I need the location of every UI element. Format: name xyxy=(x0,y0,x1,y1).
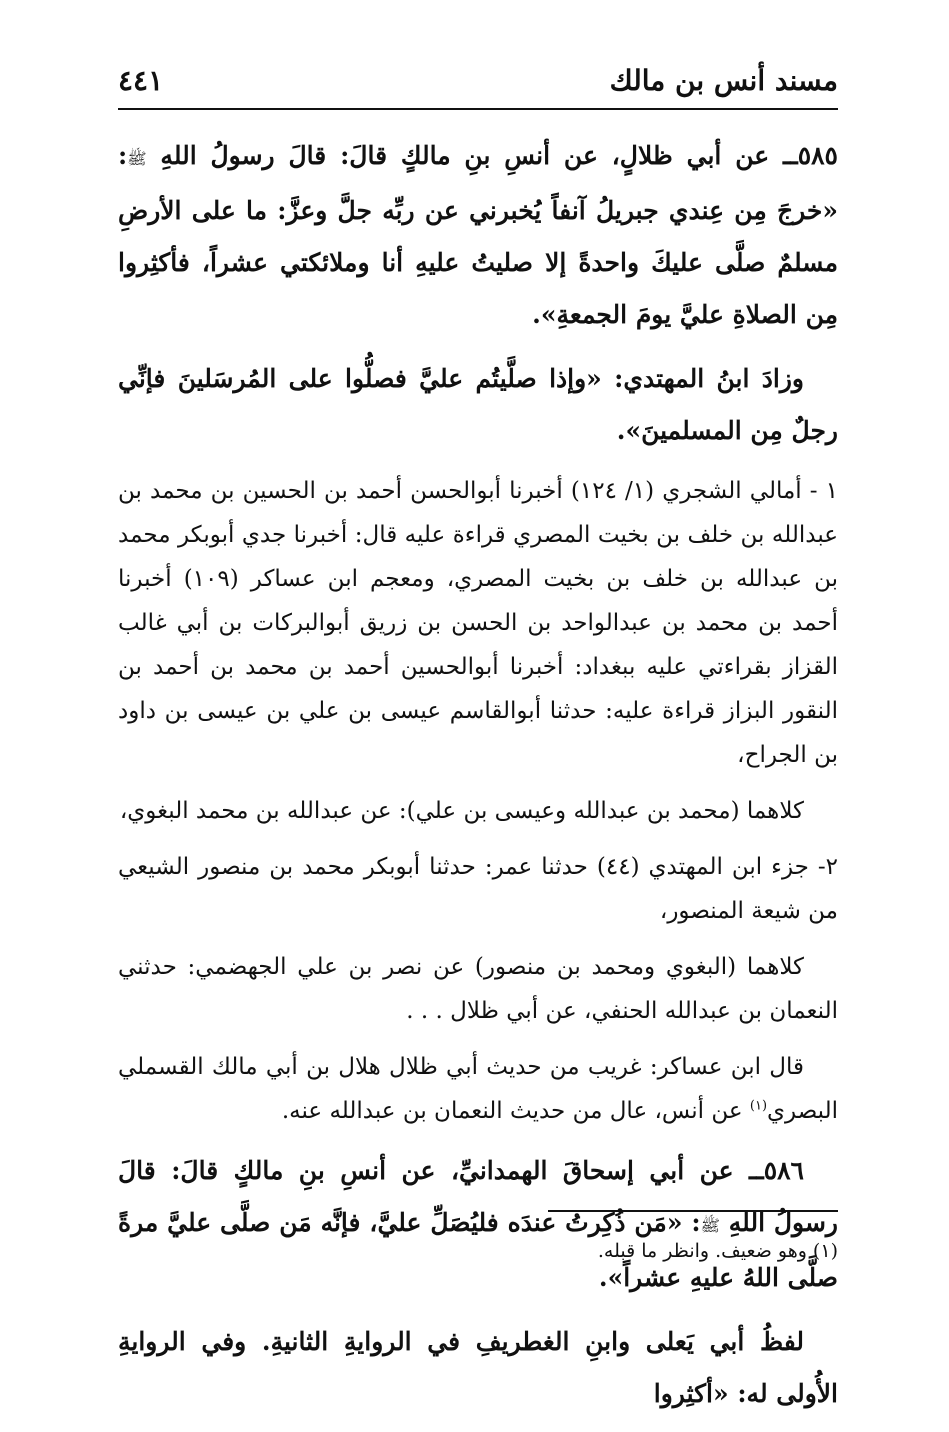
hadith-585-text-b: : «خرجَ مِن عِندي جبريلُ آنفاً يُخبرني عن ربِّه جلَّ وعزَّ: ما على الأرضِ مسلمٌ صلَّى عليكَ واحدةً إلا صليتُ عليهِ أنا وملائكتي عشراً، فأكثِروا مِن الصلاةِ عليَّ يومَ الجمعةِ». xyxy=(118,141,838,329)
hadith-585-text-a: ٥٨٥ــ عن أبي ظلالٍ، عن أنسِ بنِ مالكٍ قالَ: قالَ رسولُ اللهِ xyxy=(160,141,838,170)
ibn-asakir-comment xyxy=(118,1045,838,1133)
takhrij-both-1: كلاهما (محمد بن عبدالله وعيسى بن علي): عن عبدالله بن محمد البغوي، xyxy=(119,798,804,824)
takhrij-source-2: ٢- جزء ابن المهتدي (٤٤) حدثنا عمر: حدثنا أبوبكر محمد بن منصور الشيعي من شيعة المنصور، xyxy=(118,854,838,924)
takhrij-source-1: ١ - أمالي الشجري (١/ ١٢٤) أخبرنا أبوالحسن أحمد بن الحسين بن محمد بن عبدالله بن خلف بن بخيت المصري قراءة عليه قال: أخبرنا جدي أبوبكر محمد بن عبدالله بن خلف بن بخيت المصري، ومعجم ابن عساكر (١٠٩) أخبرنا أحمد بن محمد بن عبدالواحد بن الحسن بن زريق أبوالبركات بن أبي غالب القزاز بقراءتي عليه ببغداد: أخبرنا أبوالحسين أحمد بن محمد بن أحمد بن النقور البزاز قراءة عليه: حدثنا أبوالقاسم عيسى بن علي بن عيسى بن داود بن الجراح، xyxy=(118,478,839,768)
hadith-586-wording-note: لفظُ أبي يَعلى وابنِ الغطريفِ في الروايةِ الثانيةِ. وفي الروايةِ الأُولى له: «أكثِروا xyxy=(118,1327,838,1408)
page-header xyxy=(118,62,838,110)
hadith-586-text-b: : «مَن ذُكِرتُ عندَه فليُصَلِّ عليَّ، فإنَّه مَن صلَّى عليَّ مرةً صلَّى اللهُ عليهِ عشراً». xyxy=(118,1208,838,1292)
salawat-symbol: ﷺ xyxy=(700,1216,720,1235)
hadith-586 xyxy=(118,1145,838,1304)
running-title: مسند أنس بن مالك xyxy=(609,64,838,97)
ibn-asakir-text-a: قال ابن عساكر: غريب من حديث أبي ظلال هلال بن أبي مالك القسملي البصري xyxy=(118,1054,838,1124)
takhrij-both-2: كلاهما (البغوي ومحمد بن منصور) عن نصر بن علي الجهضمي: حدثني النعمان بن عبدالله الحنفي، عن أبي ظلال . . . xyxy=(118,954,838,1024)
salawat-symbol: ﷺ xyxy=(127,149,147,168)
ibn-asakir-text-b: عن أنس، عال من حديث النعمان بن عبدالله عنه. xyxy=(281,1098,750,1124)
footnote-marker: (١) xyxy=(749,1098,768,1114)
hadith-585 xyxy=(118,130,838,341)
hadith-586-text-a: ٥٨٦ــ عن أبي إسحاقَ الهمدانيِّ، عن أنسِ بنِ مالكٍ قالَ: قالَ رسولُ اللهِ xyxy=(118,1156,838,1237)
page-number: ٤٤١ xyxy=(118,64,164,97)
footnote-1: (١) وهو ضعيف. وانظر ما قبله. xyxy=(597,1240,838,1262)
footnote-separator xyxy=(548,1210,838,1212)
hadith-585-addition: وزادَ ابنُ المهتدي: «وإذا صلَّيتُم عليَّ فصلُّوا على المُرسَلينَ فإنِّي رجلٌ مِن المسلمينَ». xyxy=(118,364,838,445)
